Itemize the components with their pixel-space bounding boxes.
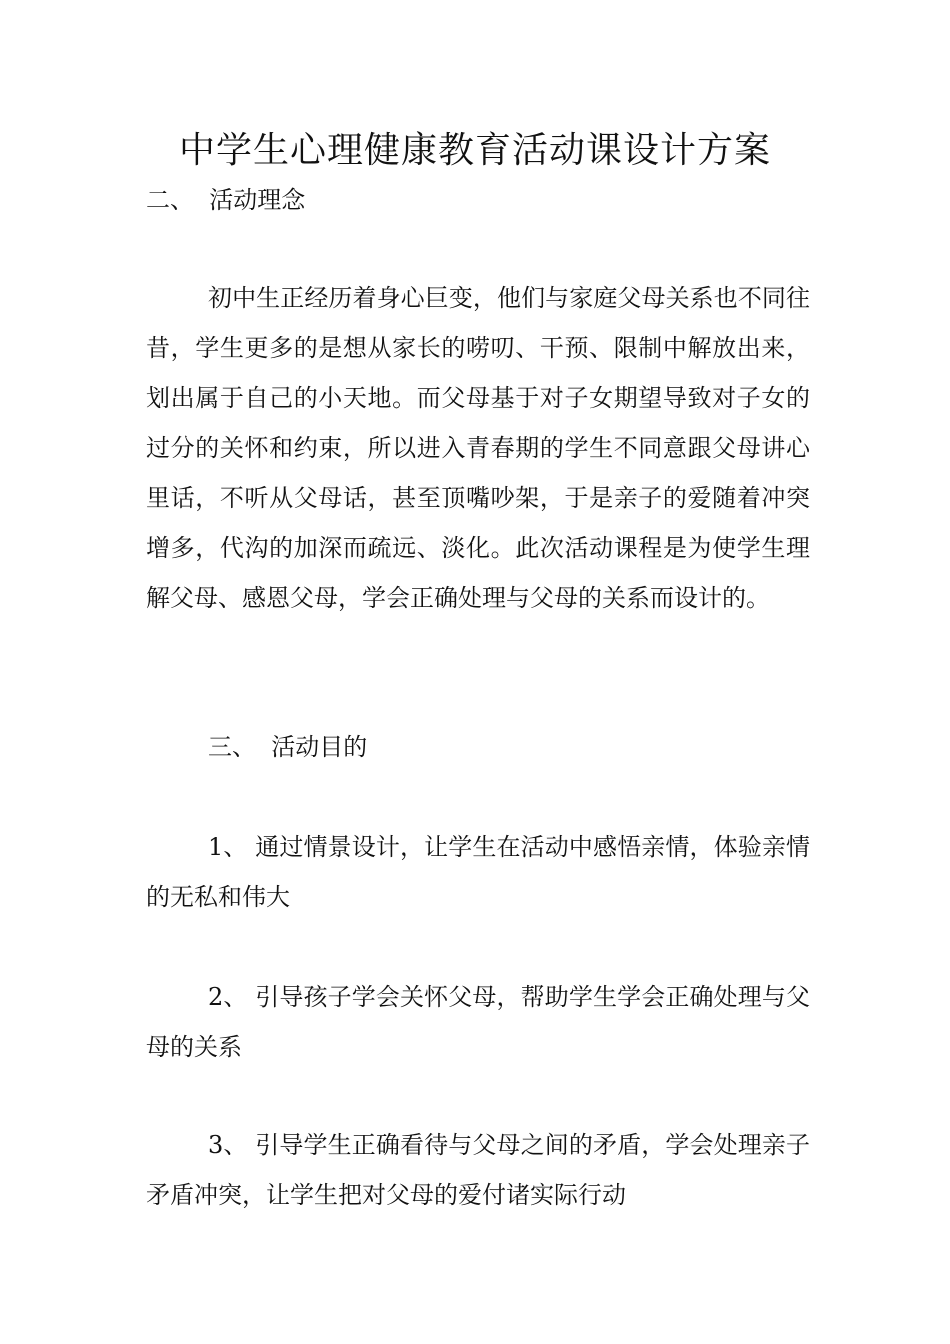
section-heading-concept: 二、 活动理念 [146, 186, 306, 214]
section-heading-purpose: 三、 活动目的 [208, 733, 368, 761]
concept-paragraph: 初中生正经历着身心巨变，他们与家庭父母关系也不同往昔，学生更多的是想从家长的唠叨、干预、限制中解放出来，划出属于自己的小天地。而父母基于对子女期望导致对子女的过分的关怀和约束，所以进入青春期的学生不同意跟父母讲心里话，不听从父母话，甚至顶嘴吵架，于是亲子的爱随着冲突增多，代沟的加深而疏远、淡化。此次活动课程是为使学生理解父母、感恩父母，学会正确处理与父母的关系而设计的。 [146, 284, 810, 612]
purpose-item-1: 1、 通过情景设计，让学生在活动中感悟亲情，体验亲情的无私和伟大 [146, 833, 810, 911]
document-title: 中学生心理健康教育活动课设计方案 [178, 130, 771, 171]
purpose-item-2: 2、 引导孩子学会关怀父母，帮助学生学会正确处理与父母的关系 [146, 983, 810, 1061]
purpose-item-3: 3、 引导学生正确看待与父母之间的矛盾，学会处理亲子矛盾冲突，让学生把对父母的爱付诸实际行动 [146, 1131, 810, 1209]
